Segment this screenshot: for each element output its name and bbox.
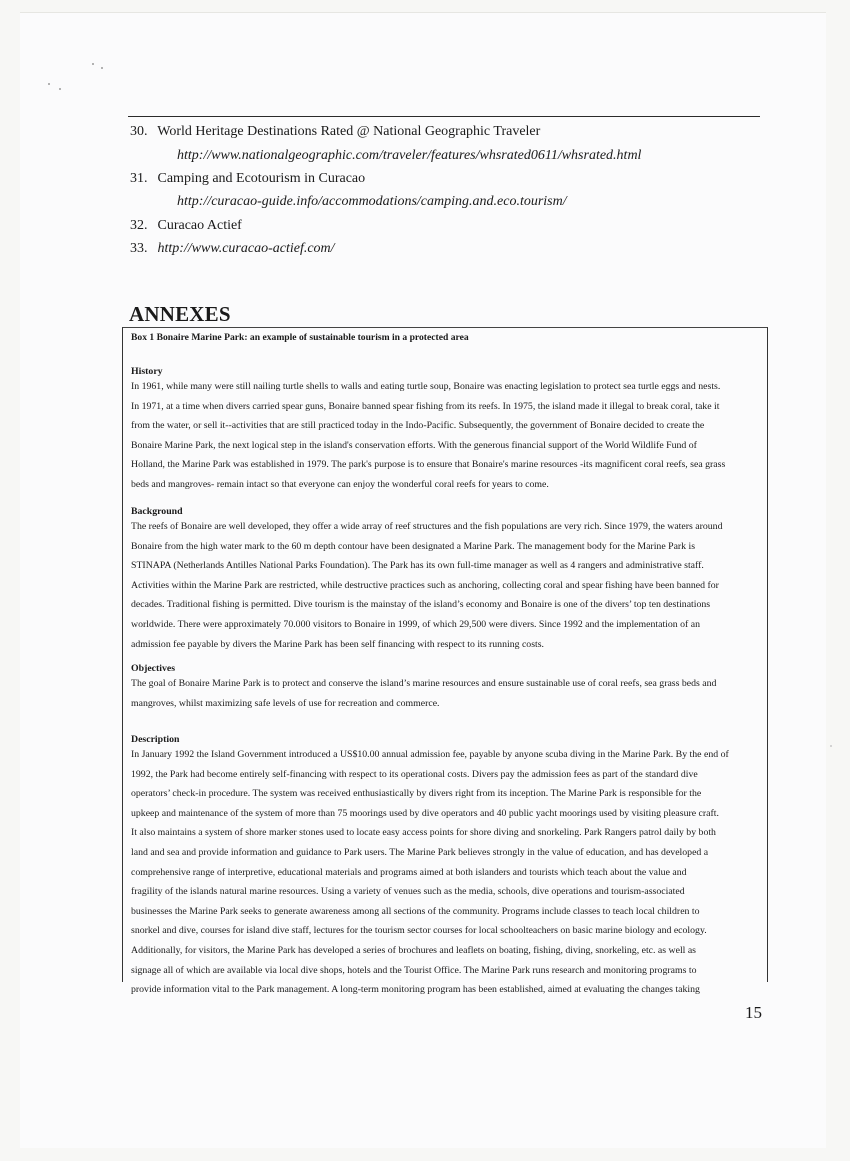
text-line: In January 1992 the Island Government introduced a US$10.00 annual admission fee, payable by anyone scuba diving in the Marine Park. By the end of — [131, 749, 729, 760]
text-line: Bonaire Marine Park, the next logical step in the island's conservation efforts. With the generous financial support of the World Wildlife Fund of — [131, 439, 697, 451]
text-line: mangroves, whilst maximizing safe levels of use for recreation and commerce. — [131, 697, 440, 709]
text-line: from the water, or sell it--activities that are still practiced today in the Indo-Pacific. Subsequently, the government of Bonaire decided to create the — [131, 420, 705, 432]
text-line: The goal of Bonaire Marine Park is to protect and conserve the island’s marine resources and ensure sustainable use of coral reefs, sea grass beds and — [131, 678, 717, 689]
text-line: Holland, the Marine Park was established in 1979. The park's purpose is to ensure that Bonaire's marine resources -its magnificent coral reefs, sea grass — [131, 459, 726, 471]
scan-speck — [48, 83, 50, 85]
scan-speck — [101, 67, 103, 69]
scan-speck — [92, 63, 94, 65]
reference-number: 33. — [130, 241, 148, 256]
text-line: Bonaire from the high water mark to the 60 m depth contour have been designated a Marine Park. The management body for the Marine Park is — [131, 540, 696, 552]
text-line: 1992, the Park had become entirely self-financing with respect to its operational costs. Divers pay the admission fees as part of the standard dive — [131, 768, 698, 780]
section-heading-description: Description — [131, 734, 180, 745]
text-line: fragility of the islands natural marine resources. Using a variety of venues such as the media, schools, dive operations and tourism-associated — [131, 886, 685, 898]
text-line: upkeep and maintenance of the system of more than 75 moorings used by dive operators and 40 public yacht moorings used by visiting pleasure craft. — [131, 807, 719, 819]
text-line: comprehensive range of interpretive, educational materials and programs aimed at both islanders and tourists which teach about the value and — [131, 866, 687, 878]
scan-speck — [59, 88, 61, 90]
text-line: provide information vital to the Park management. A long-term monitoring program has been established, aimed at evaluating the changes taking — [131, 984, 700, 996]
scan-speck — [830, 745, 832, 747]
text-line: In 1961, while many were still nailing turtle shells to walls and eating turtle soup, Bonaire was enacting legislation to protect sea turtle eggs and nests. — [131, 381, 721, 392]
section-body-background — [131, 517, 761, 654]
text-line: beds and mangroves- remain intact so that everyone can enjoy the wonderful coral reefs for years to come. — [131, 478, 549, 490]
section-body-description — [131, 745, 761, 1000]
reference-title: Curacao Actief — [157, 218, 242, 233]
text-line: STINAPA (Netherlands Antilles National Parks Foundation). The Park has its own full-time manager as well as 4 rangers and administrative staff. — [131, 560, 704, 572]
reference-number: 32. — [130, 218, 148, 233]
reference-number: 30. — [130, 124, 148, 139]
text-line: decades. Traditional fishing is permitted. Dive tourism is the mainstay of the island’s economy and Bonaire is one of the divers’ top ten destinations — [131, 599, 711, 611]
annexes-heading: ANNEXES — [129, 302, 231, 326]
text-line: It also maintains a system of shore marker stones used to locate easy access points for shore diving and snorkeling. Park Rangers patrol daily by both — [131, 827, 716, 839]
text-line: Activities within the Marine Park are restricted, while destructive practices such as anchoring, collecting coral and spear fishing have been banned for — [131, 579, 719, 591]
reference-item-30 — [130, 123, 540, 141]
text-line: signage all of which are available via local dive shops, hotels and the Tourist Office. The Marine Park runs research and monitoring programs to — [131, 964, 697, 976]
reference-item-31 — [130, 170, 365, 188]
text-line: admission fee payable by divers the Marine Park has been self financing with respect to its running costs. — [131, 638, 544, 650]
section-heading-objectives: Objectives — [131, 663, 176, 674]
text-line: In 1971, at a time when divers carried spear guns, Bonaire banned spear fishing from its reefs. In 1975, the island made it illegal to break coral, take it — [131, 400, 720, 412]
reference-item-32 — [130, 217, 242, 235]
reference-title: World Heritage Destinations Rated @ National Geographic Traveler — [157, 124, 541, 139]
text-line: land and sea and provide information and guidance to Park users. The Marine Park believes strongly in the value of education, and has developed a — [131, 846, 709, 858]
text-line: snorkel and dive, courses for island dive staff, lectures for the tourism sector courses for local schoolteachers on basic marine biology and ecology. — [131, 925, 707, 937]
reference-item-33 — [130, 240, 335, 258]
text-line: worldwide. There were approximately 70.000 visitors to Bonaire in 1999, of which 29,500 were divers. Since 1992 and the implementation of an — [131, 618, 700, 630]
section-heading-history: History — [131, 366, 163, 377]
text-line: Additionally, for visitors, the Marine Park has developed a series of brochures and leaflets on boating, fishing, diving, snorkeling, etc. as well as — [131, 944, 696, 956]
page-number: 15 — [745, 1003, 762, 1022]
reference-url-33[interactable]: http://www.curacao-actief.com/ — [157, 241, 335, 256]
text-line: businesses the Marine Park seeks to generate awareness among all sections of the community. Programs include classes to teach local children to — [131, 905, 700, 917]
reference-url-31[interactable]: http://curacao-guide.info/accommodations/camping.and.eco.tourism/ — [177, 194, 567, 209]
reference-title: Camping and Ecotourism in Curacao — [157, 171, 366, 186]
box-1-bonaire-marine-park — [122, 327, 768, 996]
section-body-objectives — [131, 674, 761, 713]
text-line: The reefs of Bonaire are well developed, they offer a wide array of reef structures and the fish populations are very rich. Since 1979, the waters around — [131, 521, 723, 532]
header-rule — [128, 116, 760, 117]
section-body-history — [131, 377, 761, 495]
reference-number: 31. — [130, 171, 148, 186]
box-title: Box 1 Bonaire Marine Park: an example of sustainable tourism in a protected area — [131, 332, 469, 343]
section-heading-background: Background — [131, 506, 183, 517]
text-line: operators’ check-in procedure. The system was received enthusiastically by divers right from its inception. The Marine Park is responsible for the — [131, 788, 702, 800]
reference-url-30[interactable]: http://www.nationalgeographic.com/traveler/features/whsrated0611/whsrated.html — [177, 148, 642, 163]
